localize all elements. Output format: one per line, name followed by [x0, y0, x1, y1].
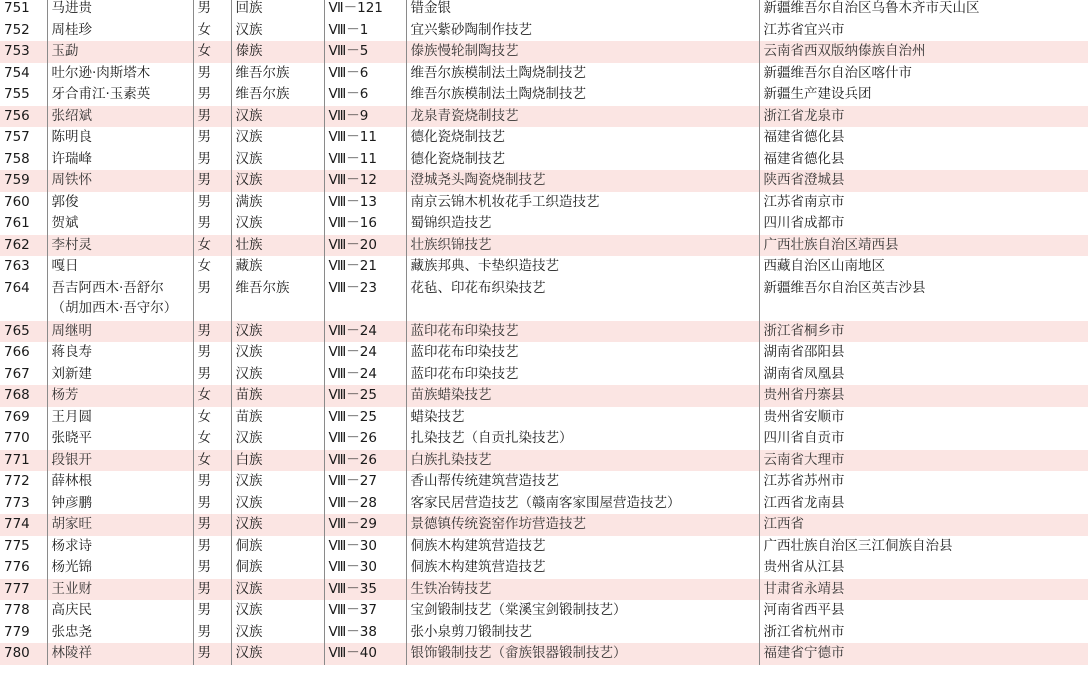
ethnicity: 白族 [231, 450, 324, 472]
project-name: 澄城尧头陶瓷烧制技艺 [406, 170, 759, 192]
row-number: 758 [4, 150, 30, 167]
region: 甘肃省永靖县 [759, 579, 1088, 601]
project-code: Ⅷ－1 [324, 20, 406, 42]
row-number: 764 [4, 279, 30, 296]
inheritor-name: 王月圆 [47, 407, 193, 429]
gender: 男 [193, 364, 231, 386]
project-name: 蜀锦织造技艺 [406, 213, 759, 235]
project-name: 蓝印花布印染技艺 [406, 342, 759, 364]
ethnicity: 汉族 [231, 622, 324, 644]
row-number: 762 [0, 235, 47, 257]
inheritor-name: 周桂珍 [47, 20, 193, 42]
table-row [0, 536, 1088, 558]
region: 云南省西双版纳傣族自治州 [759, 41, 1088, 63]
gender: 男 [193, 278, 231, 321]
row-number: 765 [0, 321, 47, 343]
ethnicity: 汉族 [231, 471, 324, 493]
project-code: Ⅷ－24 [324, 342, 406, 364]
table-row [0, 213, 1088, 235]
project-name: 藏族邦典、卡垫织造技艺 [406, 256, 759, 278]
region: 广西壮族自治区三江侗族自治县 [759, 536, 1088, 558]
inheritor-name: 周继明 [47, 321, 193, 343]
inheritor-name: 林陵祥 [47, 643, 193, 665]
row-number: 752 [4, 21, 30, 38]
table-row [0, 557, 1088, 579]
table-row [0, 493, 1088, 515]
inheritor-name: 薛林根 [47, 471, 193, 493]
inheritor-name: 胡家旺 [47, 514, 193, 536]
region: 福建省德化县 [759, 149, 1088, 171]
gender: 男 [193, 170, 231, 192]
row-number: 772 [4, 473, 30, 489]
project-name: 蓝印花布印染技艺 [406, 364, 759, 386]
project-code: Ⅷ－11 [324, 149, 406, 171]
project-code: Ⅷ－25 [324, 407, 406, 429]
project-code: Ⅷ－28 [324, 493, 406, 515]
gender: 男 [193, 471, 231, 493]
inheritor-name: 许瑞峰 [47, 149, 193, 171]
table-row [0, 84, 1088, 106]
row-number: 756 [0, 106, 47, 128]
row-number: 779 [4, 623, 30, 640]
table-row [0, 278, 1088, 321]
project-code: Ⅷ－6 [324, 63, 406, 85]
project-code: Ⅷ－40 [324, 643, 406, 665]
project-code: Ⅷ－20 [324, 235, 406, 257]
project-code: Ⅷ－16 [324, 213, 406, 235]
region: 江苏省宜兴市 [759, 20, 1088, 42]
project-name: 维吾尔族模制法土陶烧制技艺 [406, 84, 759, 106]
ethnicity: 汉族 [231, 342, 324, 364]
region: 浙江省桐乡市 [759, 321, 1088, 343]
project-code: Ⅷ－38 [324, 622, 406, 644]
project-code: Ⅷ－35 [324, 579, 406, 601]
ethnicity: 汉族 [231, 106, 324, 128]
row-number: 771 [0, 450, 47, 472]
table-row [0, 256, 1088, 278]
ethnicity: 汉族 [231, 149, 324, 171]
ethnicity: 汉族 [231, 428, 324, 450]
region: 湖南省邵阳县 [759, 342, 1088, 364]
inheritor-name: 周铁怀 [47, 170, 193, 192]
gender: 男 [193, 536, 231, 558]
project-code: Ⅷ－9 [324, 106, 406, 128]
project-name: 白族扎染技艺 [406, 450, 759, 472]
project-name: 香山帮传统建筑营造技艺 [406, 471, 759, 493]
project-name: 银饰锻制技艺（畲族银器锻制技艺） [406, 643, 759, 665]
region: 福建省宁德市 [759, 643, 1088, 665]
project-name: 生铁冶铸技艺 [406, 579, 759, 601]
region: 江西省龙南县 [759, 493, 1088, 515]
ethnicity: 苗族 [231, 407, 324, 429]
row-number: 775 [4, 537, 30, 554]
inheritor-name: 刘新建 [47, 364, 193, 386]
project-name: 错金银 [406, 0, 759, 20]
inheritor-name: 李村灵 [47, 235, 193, 257]
gender: 男 [193, 127, 231, 149]
project-code: Ⅷ－26 [324, 428, 406, 450]
row-number: 754 [4, 64, 30, 81]
row-number: 770 [4, 430, 30, 446]
gender: 男 [193, 643, 231, 665]
project-name: 德化瓷烧制技艺 [406, 127, 759, 149]
table-row [0, 321, 1088, 343]
gender: 男 [193, 149, 231, 171]
ethnicity: 藏族 [231, 256, 324, 278]
inheritor-name: 杨光锦 [47, 557, 193, 579]
gender: 女 [193, 450, 231, 472]
project-code: Ⅷ－13 [324, 192, 406, 214]
region: 贵州省安顺市 [759, 407, 1088, 429]
row-number: 767 [4, 365, 30, 382]
inheritor-name: 嘎日 [47, 256, 193, 278]
project-code: Ⅷ－11 [324, 127, 406, 149]
inheritor-name: 张忠尧 [47, 622, 193, 644]
project-code: Ⅷ－29 [324, 514, 406, 536]
inheritor-name: 钟彦鹏 [47, 493, 193, 515]
ethnicity: 汉族 [231, 321, 324, 343]
region: 江苏省南京市 [759, 192, 1088, 214]
project-name: 蓝印花布印染技艺 [406, 321, 759, 343]
project-name: 南京云锦木机妆花手工织造技艺 [406, 192, 759, 214]
table-row [0, 514, 1088, 536]
gender: 男 [193, 600, 231, 622]
table-row [0, 428, 1088, 450]
inheritor-name: 张晓平 [47, 428, 193, 450]
project-code: Ⅷ－23 [324, 278, 406, 321]
project-name: 侗族木构建筑营造技艺 [406, 557, 759, 579]
row-number: 759 [0, 170, 47, 192]
project-code: Ⅷ－24 [324, 321, 406, 343]
inheritor-name: 马进贵 [47, 0, 193, 20]
ethnicity: 汉族 [231, 213, 324, 235]
gender: 男 [193, 192, 231, 214]
table-row [0, 20, 1088, 42]
region: 福建省德化县 [759, 127, 1088, 149]
inheritor-name: 陈明良 [47, 127, 193, 149]
row-number: 757 [4, 129, 30, 145]
inheritor-name: 王业财 [47, 579, 193, 601]
gender: 女 [193, 407, 231, 429]
gender: 女 [193, 385, 231, 407]
region: 浙江省杭州市 [759, 622, 1088, 644]
region: 新疆维吾尔自治区喀什市 [759, 63, 1088, 85]
region: 江西省 [759, 514, 1088, 536]
inheritor-name: 杨芳 [47, 385, 193, 407]
project-name: 宜兴紫砂陶制作技艺 [406, 20, 759, 42]
inheritor-name: 杨求诗 [47, 536, 193, 558]
project-name: 傣族慢轮制陶技艺 [406, 41, 759, 63]
row-number: 766 [4, 344, 30, 360]
project-name: 维吾尔族模制法土陶烧制技艺 [406, 63, 759, 85]
row-number: 751 [4, 0, 30, 16]
inheritor-name: 贺斌 [47, 213, 193, 235]
ethnicity: 回族 [231, 0, 324, 20]
project-code: Ⅷ－5 [324, 41, 406, 63]
gender: 男 [193, 321, 231, 343]
project-name: 扎染技艺（自贡扎染技艺） [406, 428, 759, 450]
project-name: 蜡染技艺 [406, 407, 759, 429]
region: 浙江省龙泉市 [759, 106, 1088, 128]
ethnicity: 壮族 [231, 235, 324, 257]
ethnicity: 汉族 [231, 493, 324, 515]
ethnicity: 维吾尔族 [231, 278, 324, 321]
gender: 女 [193, 235, 231, 257]
gender: 男 [193, 557, 231, 579]
project-code: Ⅷ－24 [324, 364, 406, 386]
gender: 男 [193, 63, 231, 85]
ethnicity: 汉族 [231, 600, 324, 622]
region: 西藏自治区山南地区 [759, 256, 1088, 278]
region: 江苏省苏州市 [759, 471, 1088, 493]
gender: 男 [193, 622, 231, 644]
row-number: 777 [0, 579, 47, 601]
ethnicity: 汉族 [231, 170, 324, 192]
table-row [0, 170, 1088, 192]
gender: 女 [193, 41, 231, 63]
row-number: 761 [4, 215, 30, 231]
ethnicity: 苗族 [231, 385, 324, 407]
region: 河南省西平县 [759, 600, 1088, 622]
inheritor-name: 吾吉阿西木·吾舒尔 （胡加西木·吾守尔） [47, 278, 193, 321]
project-code: Ⅷ－21 [324, 256, 406, 278]
table-row [0, 364, 1088, 386]
region: 湖南省凤凰县 [759, 364, 1088, 386]
row-number: 773 [4, 494, 30, 511]
table-row [0, 471, 1088, 493]
gender: 男 [193, 0, 231, 20]
project-name: 客家民居营造技艺（赣南客家围屋营造技艺） [406, 493, 759, 515]
gender: 女 [193, 20, 231, 42]
row-number: 776 [4, 559, 30, 575]
table-row [0, 643, 1088, 665]
project-code: Ⅷ－37 [324, 600, 406, 622]
table-row [0, 41, 1088, 63]
table-row [0, 450, 1088, 472]
row-number: 763 [4, 258, 30, 274]
ethnicity: 汉族 [231, 579, 324, 601]
region: 云南省大理市 [759, 450, 1088, 472]
gender: 男 [193, 84, 231, 106]
project-code: Ⅷ－27 [324, 471, 406, 493]
project-name: 张小泉剪刀锻制技艺 [406, 622, 759, 644]
gender: 男 [193, 342, 231, 364]
row-number: 774 [0, 514, 47, 536]
ethnicity: 汉族 [231, 514, 324, 536]
inheritor-name: 张绍斌 [47, 106, 193, 128]
project-name: 德化瓷烧制技艺 [406, 149, 759, 171]
row-number: 760 [4, 193, 30, 210]
region: 四川省成都市 [759, 213, 1088, 235]
project-code: Ⅷ－6 [324, 84, 406, 106]
project-code: Ⅷ－12 [324, 170, 406, 192]
project-code: Ⅷ－25 [324, 385, 406, 407]
gender: 男 [193, 579, 231, 601]
inheritor-name: 吐尔逊·肉斯塔木 [47, 63, 193, 85]
inheritor-name: 郭俊 [47, 192, 193, 214]
inheritor-name: 蒋良寿 [47, 342, 193, 364]
gender: 男 [193, 514, 231, 536]
table-row [0, 63, 1088, 85]
row-number: 769 [4, 408, 30, 425]
row-number: 753 [0, 41, 47, 63]
row-number: 755 [4, 86, 30, 102]
region: 四川省自贡市 [759, 428, 1088, 450]
table-row [0, 192, 1088, 214]
gender: 男 [193, 106, 231, 128]
project-name: 苗族蜡染技艺 [406, 385, 759, 407]
ethnicity: 傣族 [231, 41, 324, 63]
region: 广西壮族自治区靖西县 [759, 235, 1088, 257]
project-code: Ⅶ－121 [324, 0, 406, 20]
project-code: Ⅷ－30 [324, 536, 406, 558]
inheritor-name: 高庆民 [47, 600, 193, 622]
table-row [0, 127, 1088, 149]
project-name: 宝剑锻制技艺（棠溪宝剑锻制技艺） [406, 600, 759, 622]
project-name: 侗族木构建筑营造技艺 [406, 536, 759, 558]
ethnicity: 维吾尔族 [231, 84, 324, 106]
table-row [0, 600, 1088, 622]
ethnicity: 汉族 [231, 20, 324, 42]
project-name: 花毡、印花布织染技艺 [406, 278, 759, 321]
ethnicity: 侗族 [231, 557, 324, 579]
table-row [0, 149, 1088, 171]
ethnicity: 汉族 [231, 643, 324, 665]
table-row [0, 385, 1088, 407]
inheritor-name: 牙合甫江·玉素英 [47, 84, 193, 106]
region: 陕西省澄城县 [759, 170, 1088, 192]
region: 贵州省丹寨县 [759, 385, 1088, 407]
row-number: 778 [4, 602, 30, 618]
row-number: 780 [0, 643, 47, 665]
region: 新疆维吾尔自治区乌鲁木齐市天山区 [759, 0, 1088, 20]
region: 新疆维吾尔自治区英吉沙县 [759, 278, 1088, 321]
gender: 女 [193, 428, 231, 450]
gender: 男 [193, 493, 231, 515]
table-row [0, 106, 1088, 128]
inheritor-name: 玉勐 [47, 41, 193, 63]
ethnicity: 满族 [231, 192, 324, 214]
project-name: 龙泉青瓷烧制技艺 [406, 106, 759, 128]
project-code: Ⅷ－30 [324, 557, 406, 579]
ethnicity: 维吾尔族 [231, 63, 324, 85]
ethnicity: 侗族 [231, 536, 324, 558]
gender: 女 [193, 256, 231, 278]
table-row [0, 0, 1088, 20]
gender: 男 [193, 213, 231, 235]
table-row [0, 235, 1088, 257]
ethnicity: 汉族 [231, 127, 324, 149]
inheritor-name: 段银开 [47, 450, 193, 472]
region: 贵州省从江县 [759, 557, 1088, 579]
project-name: 景德镇传统瓷窑作坊营造技艺 [406, 514, 759, 536]
project-code: Ⅷ－26 [324, 450, 406, 472]
row-number: 768 [0, 385, 47, 407]
table-row [0, 622, 1088, 644]
table-row [0, 579, 1088, 601]
ethnicity: 汉族 [231, 364, 324, 386]
project-name: 壮族织锦技艺 [406, 235, 759, 257]
region: 新疆生产建设兵团 [759, 84, 1088, 106]
table-row [0, 407, 1088, 429]
table-row [0, 342, 1088, 364]
